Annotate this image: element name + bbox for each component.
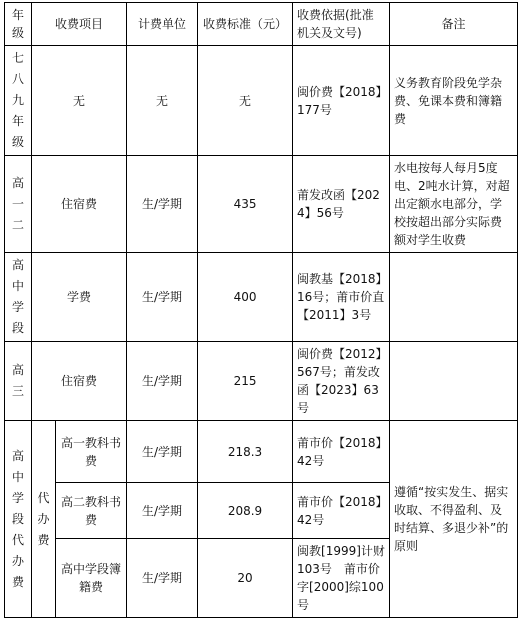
standard-cell: 208.9 xyxy=(198,483,293,539)
header-item: 收费项目 xyxy=(32,3,127,46)
item-cell: 住宿费 xyxy=(32,342,127,421)
basis-cell: 莆发改函【2024】56号 xyxy=(293,156,390,253)
standard-cell: 218.3 xyxy=(198,421,293,483)
item-cell: 学费 xyxy=(32,253,127,342)
item-cell: 高一教科书费 xyxy=(56,421,127,483)
header-basis: 收费依据(批准机关及文号) xyxy=(293,3,390,46)
row-dorm-12 xyxy=(5,156,518,253)
group-cell: 代办费 xyxy=(32,421,56,618)
header-grade: 年级 xyxy=(5,3,32,46)
unit-cell: 生/学期 xyxy=(127,253,198,342)
standard-cell: 20 xyxy=(198,539,293,618)
remark-cell: 遵循“按实发生、据实收取、不得盈利、及时结算、多退少补”的原则 xyxy=(390,421,518,618)
basis-cell: 莆市价【2018】42号 xyxy=(293,483,390,539)
standard-cell: 435 xyxy=(198,156,293,253)
remark-cell xyxy=(390,342,518,421)
header-standard: 收费标准（元） xyxy=(198,3,293,46)
standard-cell: 215 xyxy=(198,342,293,421)
row-compulsory xyxy=(5,46,518,156)
basis-cell: 闽价费【2018】177号 xyxy=(293,46,390,156)
grade-cell: 高三 xyxy=(5,342,32,421)
header-unit: 计费单位 xyxy=(127,3,198,46)
fee-table xyxy=(4,2,518,618)
basis-cell: 莆市价【2018】42号 xyxy=(293,421,390,483)
item-cell: 高中学段簿籍费 xyxy=(56,539,127,618)
item-cell: 无 xyxy=(32,46,127,156)
grade-cell: 高中学段代办费 xyxy=(5,421,32,618)
header-remark: 备注 xyxy=(390,3,518,46)
grade-cell: 高中学段 xyxy=(5,253,32,342)
unit-cell: 生/学期 xyxy=(127,342,198,421)
grade-cell: 七八九年级 xyxy=(5,46,32,156)
unit-cell: 生/学期 xyxy=(127,421,198,483)
row-dorm-3 xyxy=(5,342,518,421)
item-cell: 高二教科书费 xyxy=(56,483,127,539)
row-tuition xyxy=(5,253,518,342)
remark-cell: 义务教育阶段免学杂费、免课本费和簿籍费 xyxy=(390,46,518,156)
standard-cell: 无 xyxy=(198,46,293,156)
remark-cell: 水电按每人每月5度电、2吨水计算，对超出定额水电部分，学校按超出部分实际费额对学生收费 xyxy=(390,156,518,253)
header-row xyxy=(5,3,518,46)
basis-cell: 闽教基【2018】16号；莆市价直【2011】3号 xyxy=(293,253,390,342)
item-cell: 住宿费 xyxy=(32,156,127,253)
unit-cell: 无 xyxy=(127,46,198,156)
basis-cell: 闽教[1999]计财103号 莆市价字[2000]综100号 xyxy=(293,539,390,618)
unit-cell: 生/学期 xyxy=(127,539,198,618)
remark-cell xyxy=(390,253,518,342)
unit-cell: 生/学期 xyxy=(127,156,198,253)
grade-cell: 高一二 xyxy=(5,156,32,253)
unit-cell: 生/学期 xyxy=(127,483,198,539)
standard-cell: 400 xyxy=(198,253,293,342)
basis-cell: 闽价费【2012】567号；莆发改函【2023】63号 xyxy=(293,342,390,421)
row-agency-1 xyxy=(5,421,518,483)
